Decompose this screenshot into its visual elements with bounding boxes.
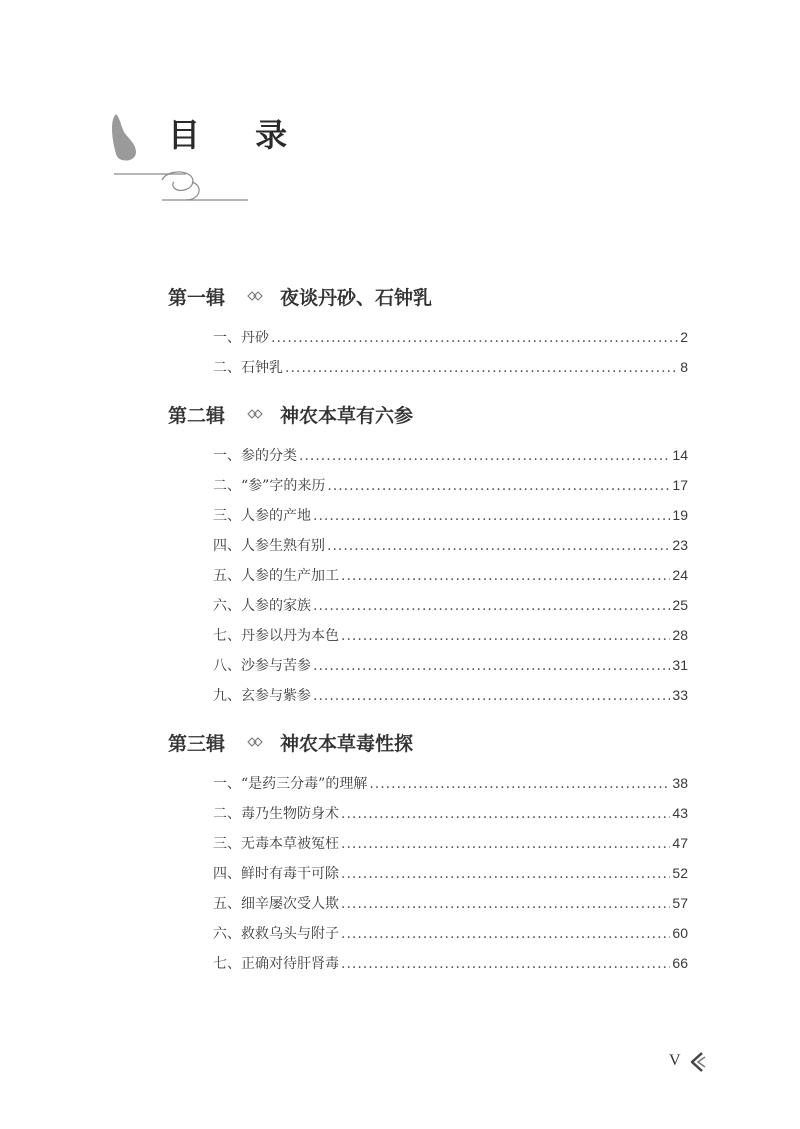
leader-dots bbox=[327, 531, 670, 561]
toc-entry-label: 二、石钟乳 bbox=[213, 360, 283, 376]
section-number: 第二辑 bbox=[168, 404, 226, 427]
leader-dots bbox=[285, 353, 678, 383]
corner-arrow-icon bbox=[688, 1050, 708, 1074]
toc-entry-page: 19 bbox=[672, 507, 688, 523]
toc-entry-page: 2 bbox=[680, 329, 688, 345]
toc-entry-page: 47 bbox=[672, 835, 688, 851]
toc-entry-label: 四、人参生熟有别 bbox=[213, 538, 325, 554]
toc-entry-page: 60 bbox=[672, 925, 688, 941]
toc-entry[interactable] bbox=[213, 768, 688, 798]
toc-entry-page: 8 bbox=[680, 359, 688, 375]
toc-entry-page: 14 bbox=[672, 447, 688, 463]
toc-entry-page: 17 bbox=[672, 477, 688, 493]
leader-dots bbox=[313, 651, 670, 681]
toc-entry-page: 38 bbox=[672, 775, 688, 791]
leader-dots bbox=[341, 799, 670, 829]
leader-dots bbox=[341, 919, 670, 949]
leader-dots bbox=[341, 561, 670, 591]
leader-dots bbox=[313, 501, 670, 531]
toc-entry-label: 六、救救乌头与附子 bbox=[213, 926, 339, 942]
toc-entry[interactable] bbox=[213, 322, 688, 352]
toc-entry-label: 六、人参的家族 bbox=[213, 598, 311, 614]
toc-entry-label: 一、参的分类 bbox=[213, 448, 297, 464]
knot-icon bbox=[246, 290, 276, 302]
section-title: 神农本草有六参 bbox=[280, 404, 414, 427]
section-number: 第三辑 bbox=[168, 732, 226, 755]
leader-dots bbox=[341, 829, 670, 859]
toc-entry-page: 66 bbox=[672, 955, 688, 971]
toc-entry[interactable] bbox=[213, 620, 688, 650]
toc-entry[interactable] bbox=[213, 918, 688, 948]
leader-dots bbox=[369, 769, 670, 799]
section-heading bbox=[168, 388, 688, 440]
leader-dots bbox=[341, 621, 670, 651]
toc-entry-label: 一、“是药三分毒”的理解 bbox=[213, 776, 368, 792]
toc-entry-page: 24 bbox=[672, 567, 688, 583]
toc-entry[interactable] bbox=[213, 590, 688, 620]
toc-entry-label: 二、“参”字的来历 bbox=[213, 478, 326, 494]
toc-entry[interactable] bbox=[213, 798, 688, 828]
toc-entry-page: 31 bbox=[672, 657, 688, 673]
toc-entry[interactable] bbox=[213, 500, 688, 530]
toc-entry-label: 二、毒乃生物防身术 bbox=[213, 806, 339, 822]
toc-entry-page: 25 bbox=[672, 597, 688, 613]
toc-entry[interactable] bbox=[213, 530, 688, 560]
leader-dots bbox=[313, 681, 670, 711]
toc-entry[interactable] bbox=[213, 470, 688, 500]
toc-entry-label: 八、沙参与苦参 bbox=[213, 658, 311, 674]
toc-entry-label: 五、人参的生产加工 bbox=[213, 568, 339, 584]
toc-entry-label: 三、无毒本草被冤枉 bbox=[213, 836, 339, 852]
leader-dots bbox=[341, 949, 670, 979]
toc-entry[interactable] bbox=[213, 680, 688, 710]
toc-entry-page: 23 bbox=[672, 537, 688, 553]
leader-dots bbox=[327, 471, 670, 501]
knot-icon bbox=[246, 408, 276, 420]
toc-entry[interactable] bbox=[213, 858, 688, 888]
leader-dots bbox=[341, 889, 670, 919]
toc-entry-label: 一、丹砂 bbox=[213, 330, 269, 346]
toc-entry[interactable] bbox=[213, 948, 688, 978]
toc-entry-label: 五、细辛屡次受人欺 bbox=[213, 896, 339, 912]
toc-entry[interactable] bbox=[213, 650, 688, 680]
section-heading bbox=[168, 716, 688, 768]
toc-entry[interactable] bbox=[213, 352, 688, 382]
toc-entry-label: 九、玄参与紫参 bbox=[213, 688, 311, 704]
toc-entry-page: 33 bbox=[672, 687, 688, 703]
toc-entry[interactable] bbox=[213, 560, 688, 590]
toc-entry-page: 28 bbox=[672, 627, 688, 643]
table-of-contents bbox=[168, 270, 688, 978]
section-title: 神农本草毒性探 bbox=[280, 732, 414, 755]
toc-entry-page: 43 bbox=[672, 805, 688, 821]
toc-entry-label: 三、人参的产地 bbox=[213, 508, 311, 524]
knot-icon bbox=[246, 736, 276, 748]
section-title: 夜谈丹砂、石钟乳 bbox=[280, 286, 433, 309]
section-heading bbox=[168, 270, 688, 322]
page-title: 目 录 bbox=[168, 116, 310, 154]
leader-dots bbox=[271, 323, 678, 353]
leader-dots bbox=[299, 441, 670, 471]
toc-entry-label: 七、丹参以丹为本色 bbox=[213, 628, 339, 644]
toc-entry-label: 四、鲜时有毒干可除 bbox=[213, 866, 339, 882]
toc-entry[interactable] bbox=[213, 888, 688, 918]
toc-entry[interactable] bbox=[213, 440, 688, 470]
leader-dots bbox=[313, 591, 670, 621]
toc-entry-page: 57 bbox=[672, 895, 688, 911]
section-number: 第一辑 bbox=[168, 286, 226, 309]
toc-entry[interactable] bbox=[213, 828, 688, 858]
page-number: V bbox=[669, 1052, 681, 1069]
leader-dots bbox=[341, 859, 670, 889]
toc-entry-page: 52 bbox=[672, 865, 688, 881]
toc-entry-label: 七、正确对待肝肾毒 bbox=[213, 956, 339, 972]
